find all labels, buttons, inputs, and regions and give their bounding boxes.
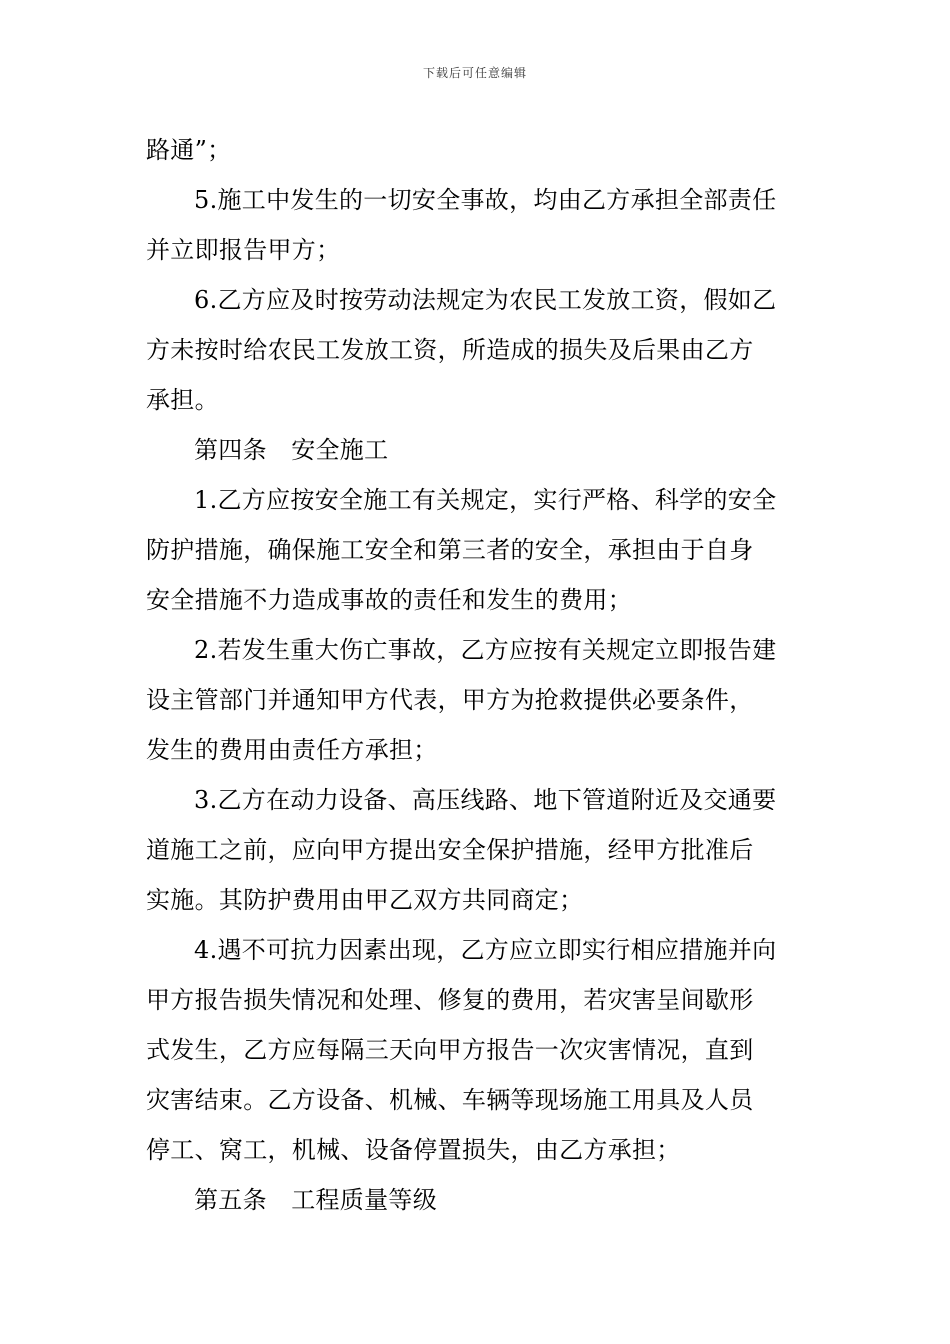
paragraph-line: 实施。其防护费用由甲乙双方共同商定； xyxy=(146,886,584,914)
paragraph-line: 发生的费用由责任方承担； xyxy=(146,736,438,764)
paragraph-line: 承担。 xyxy=(146,386,219,414)
paragraph-line: 道施工之前，应向甲方提出安全保护措施，经甲方批准后 xyxy=(146,836,754,864)
section-heading: 第四条 安全施工 xyxy=(194,436,389,464)
paragraph-line: 方未按时给农民工发放工资，所造成的损失及后果由乙方 xyxy=(146,336,754,364)
paragraph-line: 3.乙方在动力设备、高压线路、地下管道附近及交通要 xyxy=(194,786,777,814)
paragraph-line: 防护措施，确保施工安全和第三者的安全，承担由于自身 xyxy=(146,536,754,564)
paragraph-line: 灾害结束。乙方设备、机械、车辆等现场施工用具及人员 xyxy=(146,1086,754,1114)
paragraph-line: 6.乙方应及时按劳动法规定为农民工发放工资，假如乙 xyxy=(194,286,777,314)
paragraph-line: 停工、窝工，机械、设备停置损失，由乙方承担； xyxy=(146,1136,681,1164)
paragraph-line: 式发生，乙方应每隔三天向甲方报告一次灾害情况，直到 xyxy=(146,1036,754,1064)
section-heading: 第五条 工程质量等级 xyxy=(194,1186,437,1214)
paragraph-line: 4.遇不可抗力因素出现，乙方应立即实行相应措施并向 xyxy=(194,936,777,964)
paragraph-line: 5.施工中发生的一切安全事故，均由乙方承担全部责任 xyxy=(194,186,777,214)
document-body xyxy=(146,125,811,1225)
paragraph-line: 甲方报告损失情况和处理、修复的费用，若灾害呈间歇形 xyxy=(146,986,754,1014)
paragraph-line: 2.若发生重大伤亡事故，乙方应按有关规定立即报告建 xyxy=(194,636,777,664)
page-header: 下载后可任意编辑 xyxy=(422,66,527,80)
paragraph-line: 设主管部门并通知甲方代表，甲方为抢救提供必要条件， xyxy=(146,686,754,714)
paragraph-line: 安全措施不力造成事故的责任和发生的费用； xyxy=(146,586,632,614)
paragraph-line: 并立即报告甲方； xyxy=(146,236,341,264)
paragraph-line: 路通”； xyxy=(146,136,232,164)
paragraph-line: 1.乙方应按安全施工有关规定，实行严格、科学的安全 xyxy=(194,486,777,514)
